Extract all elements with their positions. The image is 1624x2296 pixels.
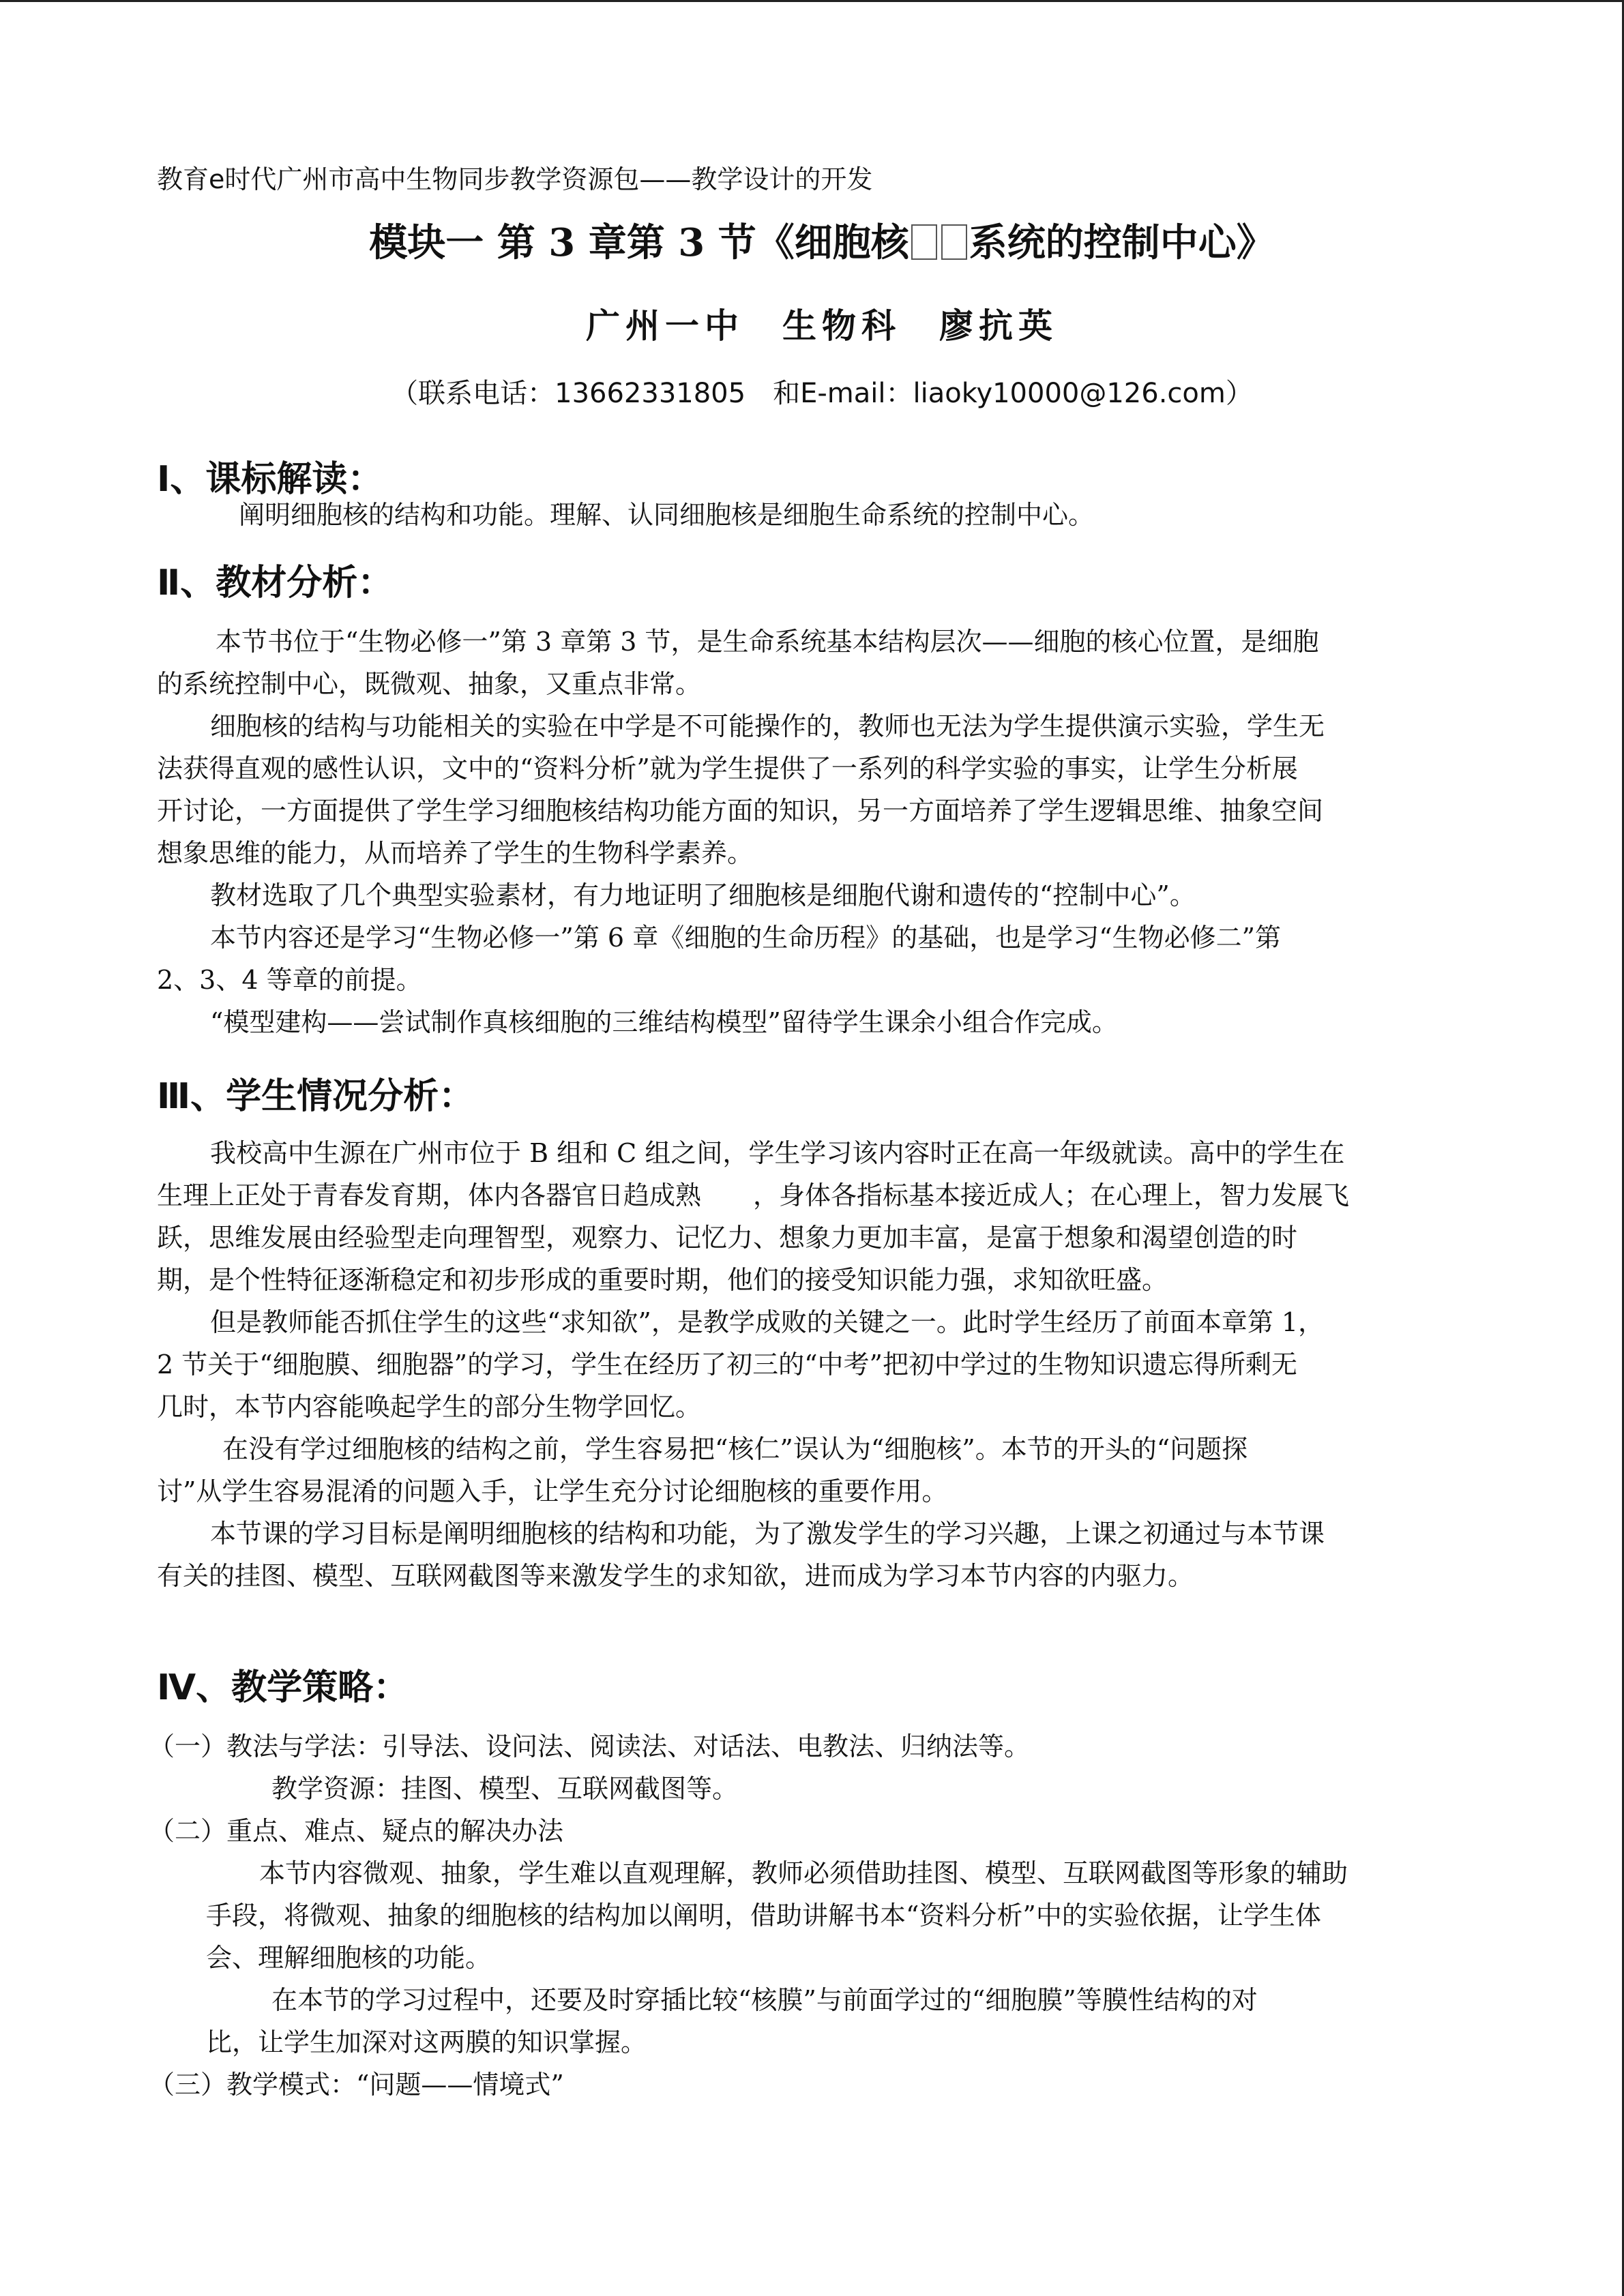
missing-glyph-box [941,224,967,260]
section4-line: 会、理解细胞核的功能。 [206,1943,492,1973]
section2-line: 教材选取了几个典型实验素材，有力地证明了细胞核是细胞代谢和遗传的“控制中心”。 [210,880,1196,910]
section3-line: 在没有学过细胞核的结构之前，学生容易把“核仁”误认为“细胞核”。本节的开头的“问题探 [222,1434,1248,1464]
section3-line: 但是教师能否抓住学生的这些“求知欲”，是教学成败的关键之一。此时学生经历了前面本章第 1， [210,1307,1325,1337]
section4-line: 在本节的学习过程中，还要及时穿插比较“核膜”与前面学过的“细胞膜”等膜性结构的对 [271,1985,1258,2015]
missing-glyph-box [911,224,937,260]
section4-line: （二）重点、难点、疑点的解决办法 [149,1816,564,1846]
section3-line: 本节课的学习目标是阐明细胞核的结构和功能，为了激发学生的学习兴趣，上课之初通过与本节课 [210,1519,1325,1549]
section2-line: 本节内容还是学习“生物必修一”第 6 章《细胞的生命历程》的基础，也是学习“生物必修二”第 [210,923,1282,953]
title-suffix: 系统的控制中心》 [969,220,1275,265]
title-prefix: 模块一 第 3 章第 3 节《细胞核 [369,220,909,265]
section3-line: 我校高中生源在广州市位于 B 组和 C 组之间，学生学习该内容时正在高一年级就读。高中的学生在 [210,1138,1345,1168]
section3-line: 讨”从学生容易混淆的问题入手，让学生充分讨论细胞核的重要作用。 [157,1476,948,1506]
section2-line: 2、3、4 等章的前提。 [157,965,422,995]
page-border-top [0,0,1624,2]
section4-line: 比，让学生加深对这两膜的知识掌握。 [206,2027,647,2057]
section2-line: 的系统控制中心，既微观、抽象，又重点非常。 [157,669,702,699]
section3-line: 几时，本节内容能唤起学生的部分生物学回忆。 [157,1392,702,1422]
section3-line: 跃，思维发展由经验型走向理智型，观察力、记忆力、想象力更加丰富，是富于想象和渴望创造的时 [157,1223,1298,1253]
section4-line: 本节内容微观、抽象，学生难以直观理解，教师必须借助挂图、模型、互联网截图等形象的辅助 [259,1858,1348,1888]
section-heading-2: Ⅱ、教材分析： [157,563,394,603]
author-name: 廖抗英 [939,305,1058,346]
section2-line: 本节书位于“生物必修一”第 3 章第 3 节，是生命系统基本结构层次——细胞的核心位置，是细胞 [216,627,1319,657]
section2-line: 开讨论，一方面提供了学生学习细胞核结构功能方面的知识，另一方面培养了学生逻辑思维、抽象空间 [157,796,1324,826]
author-line [157,299,1487,348]
section2-line: “模型建构——尝试制作真核细胞的三维结构模型”留待学生课余小组合作完成。 [210,1007,1118,1037]
section2-line: 想象思维的能力，从而培养了学生的生物科学素养。 [157,838,754,868]
section4-line: 教学资源：挂图、模型、互联网截图等。 [271,1774,739,1804]
section3-line: 2 节关于“细胞膜、细胞器”的学习，学生在经历了初三的“中考”把初中学过的生物知识遗忘得所剩无 [157,1350,1297,1380]
section3-line: 生理上正处于青春发育期，体内各器官日趋成熟 ，身体各指标基本接近成人；在心理上，智力发展飞 [157,1180,1350,1210]
author-school: 广州一中 [586,305,744,346]
section4-line: （三）教学模式：“问题——情境式” [149,2070,564,2100]
section4-line: 手段，将微观、抽象的细胞核的结构加以阐明，借助讲解书本“资料分析”中的实验依据，让学生体 [206,1900,1321,1930]
author-dept: 生物科 [782,305,901,346]
contact-info: （联系电话：13662331805 和E-mail：liaoky10000@126.com） [391,378,1253,409]
section1-line: 阐明细胞核的结构和功能。理解、认同细胞核是细胞生命系统的控制中心。 [239,500,1095,530]
section2-line: 细胞核的结构与功能相关的实验在中学是不可能操作的，教师也无法为学生提供演示实验，学生无 [210,711,1325,741]
section-heading-4: Ⅳ、教学策略： [157,1667,409,1708]
section3-line: 有关的挂图、模型、互联网截图等来激发学生的求知欲，进而成为学习本节内容的内驱力。 [157,1561,1194,1591]
document-header: 教育e时代广州市高中生物同步教学资源包——教学设计的开发 [157,164,873,194]
section2-line: 法获得直观的感性认识，文中的“资料分析”就为学生提供了一系列的科学实验的事实，让学生分析展 [157,754,1298,784]
section-heading-3: Ⅲ、学生情况分析： [157,1076,475,1117]
page-title [157,213,1487,267]
section-heading-1: Ⅰ、课标解读： [157,459,383,500]
section3-line: 期，是个性特征逐渐稳定和初步形成的重要时期，他们的接受知识能力强，求知欲旺盛。 [157,1265,1168,1295]
section4-line: （一）教法与学法：引导法、设问法、阅读法、对话法、电教法、归纳法等。 [149,1731,1031,1761]
